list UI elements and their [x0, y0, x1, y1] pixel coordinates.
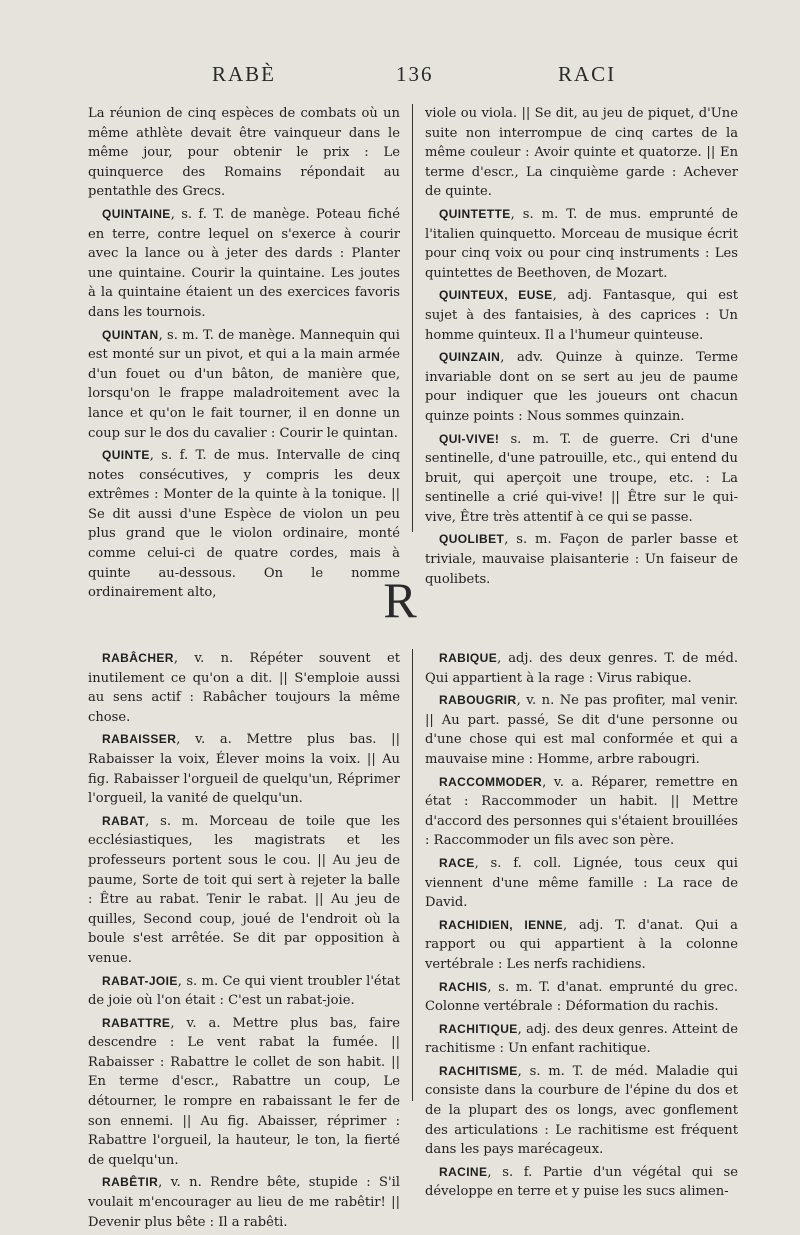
entry-definition: , s. f. coll. Lignée, tous ceux qui viennent d'une même famille : La race de David.	[425, 855, 738, 911]
entry-definition: , s. m. Morceau de toile que les ecclésiastiques, les magistrats et les professeurs portent sous le cou. || Au jeu de paume, Sorte de toit qui sert à rejeter la balle : Être au rabat. Tenir le rabat. || Au jeu de quilles, Second coup, joué de l'endroit où la boule s'est arrêtée. Se dit par opposition à venue.	[88, 813, 400, 966]
section-letter: R	[383, 572, 417, 628]
column-3	[88, 649, 400, 1235]
entry-headword: RABÊTIR	[102, 1175, 159, 1190]
dictionary-entry	[425, 691, 738, 769]
entry-definition: , s. m. Ce qui vient troubler l'état de joie où l'on était : C'est un rabat-joie.	[88, 973, 400, 1009]
dictionary-entry	[88, 326, 400, 444]
entry-definition: , s. m. T. de méd. Maladie qui consiste dans la courbure de l'épine du dos et de la plupart des os longs, avec gonflement des articulations : Le rachitisme est fréquent dans les pays marécageux.	[425, 1063, 738, 1158]
entry-headword: RACHITISME	[439, 1063, 518, 1078]
entry-definition: , v. a. Réparer, remettre en état : Raccommoder un habit. || Mettre d'accord des personnes qui s'étaient brouillées : Raccommoder un fils avec son père.	[425, 774, 738, 849]
entry-headword: RABAT-JOIE	[102, 973, 178, 988]
header-right-guideword: RACI	[558, 62, 617, 86]
entry-definition: , adj. des deux genres. T. de méd. Qui appartient à la rage : Virus rabique.	[425, 651, 738, 686]
entry-definition: , v. n. Répéter souvent et inutilement ce qu'on a dit. || S'emploie aussi au sens actif : Rabâcher toujours la même chose.	[88, 651, 400, 725]
column-divider-top	[412, 104, 413, 532]
dictionary-entry	[425, 773, 738, 851]
entry-headword: RACE	[439, 855, 475, 870]
entry-headword: QUINTE	[102, 448, 150, 463]
header-left-guideword: RABÈ	[212, 62, 277, 86]
dictionary-entry	[88, 205, 400, 323]
entry-definition: , s. m. Façon de parler basse et triviale, mauvaise plaisanterie : Un faiseur de quolibets.	[425, 532, 738, 587]
dictionary-entry	[425, 104, 738, 202]
entry-definition: , s. f. T. de manège. Poteau fiché en terre, contre lequel on s'exerce à courir avec la lance ou à jeter des dards : Planter une quintaine. Courir la quintaine. Les joutes à la quintaine étaient un des exercices favoris dans les tournois.	[88, 206, 400, 320]
entry-headword: RACHIS	[439, 979, 488, 994]
dictionary-entry	[88, 649, 400, 727]
column-1	[88, 104, 400, 606]
column-2	[425, 104, 738, 592]
dictionary-entry	[425, 916, 738, 975]
dictionary-entry	[425, 1163, 738, 1202]
dictionary-entry	[88, 730, 400, 808]
dictionary-entry	[88, 1173, 400, 1232]
entry-headword: RACINE	[439, 1164, 488, 1179]
entry-definition: , s. f. Partie d'un végétal qui se développe en terre et y puise les sucs alimen-	[425, 1164, 738, 1200]
dictionary-entry	[425, 1062, 738, 1160]
page-number: 136	[396, 62, 434, 86]
entry-headword: QUINTAINE	[102, 206, 171, 221]
dictionary-entry	[88, 972, 400, 1011]
entry-definition: , v. n. Ne pas profiter, mal venir. || Au part. passé, Se dit d'une personne ou d'une chose qui est mal conformée et qui a mauvaise mine : Homme, arbre rabougri.	[425, 693, 738, 767]
dictionary-entry	[425, 978, 738, 1017]
dictionary-entry	[88, 812, 400, 969]
entry-definition: , adv. Quinze à quinze. Terme invariable dont on se sert au jeu de paume pour indiquer que les joueurs ont chacun quinze points : Nous sommes quinzain.	[425, 350, 738, 424]
dictionary-entry	[425, 286, 738, 345]
dictionary-entry	[88, 446, 400, 603]
dictionary-entry	[425, 205, 738, 283]
dictionary-entry	[425, 530, 738, 589]
entry-headword: QUOLIBET	[439, 532, 505, 547]
column-4	[425, 649, 738, 1205]
dictionary-entry	[425, 854, 738, 913]
entry-headword: RABÂCHER	[102, 651, 174, 665]
entry-definition: La réunion de cinq espèces de combats où un même athlète devait être vainqueur dans le même jour, pour obtenir le prix : Le quinquerce des Romains répondait au pentathle des Grecs.	[88, 106, 400, 200]
dictionary-entry	[425, 1020, 738, 1059]
entry-headword: RABOUGRIR	[439, 693, 517, 708]
dictionary-entry	[425, 649, 738, 688]
entry-headword: RABATTRE	[102, 1015, 171, 1030]
entry-headword: RABAT	[102, 813, 146, 828]
entry-definition: , v. a. Mettre plus bas, faire descendre : Le vent rabat la fumée. || Rabaisser : Rabattre le collet de son habit. || En terme d'escr., Rabattre un coup, Le détourner, le rompre en rabaissant le fer de son ennemi. || Au fig. Abaisser, réprimer : Rabattre l'orgueil, la hauteur, le ton, la fierté de quelqu'un.	[88, 1015, 400, 1168]
entry-definition: , adj. des deux genres. Atteint de rachitisme : Un enfant rachitique.	[425, 1021, 738, 1057]
entry-definition: , s. m. T. d'anat. emprunté du grec. Colonne vertébrale : Déformation du rachis.	[425, 979, 738, 1015]
entry-headword: RACHIDIEN, IENNE	[439, 917, 564, 932]
dictionary-entry	[88, 1014, 400, 1171]
entry-headword: RABAISSER	[102, 732, 177, 747]
entry-headword: QUI-VIVE!	[439, 431, 500, 446]
dictionary-entry	[425, 348, 738, 426]
entry-definition: , v. n. Rendre bête, stupide : S'il voulait m'encourager au lieu de me rabêtir! || Devenir plus bête : Il a rabêti.	[88, 1175, 400, 1230]
entry-headword: RACHITIQUE	[439, 1021, 518, 1036]
entry-definition: , s. m. T. de manège. Mannequin qui est monté sur un pivot, et qui a la main armée d'un fouet ou d'un bâton, de manière que, lorsqu'on le frappe maladroitement avec la lance et qu'on le fait tourner, il en donne un coup sur le dos du cavalier : Courir le quintan.	[88, 327, 400, 441]
column-divider-bottom	[412, 649, 413, 1101]
entry-definition: , s. f. T. de mus. Intervalle de cinq notes consécutives, y compris les deux extrêmes : Monter de la quinte à la tonique. || Se dit aussi d'une Espèce de violon un peu plus grand que le violon ordinaire, monté comme celui-ci de quatre cordes, mais à quinte au-dessous. On le nomme ordinairement alto,	[88, 448, 400, 601]
entry-definition: , v. a. Mettre plus bas. || Rabaisser la voix, Élever moins la voix. || Au fig. Rabaisser l'orgueil de quelqu'un, Réprimer l'orgueil, la vanité de quelqu'un.	[88, 732, 400, 807]
entry-headword: QUINTEUX, EUSE	[439, 288, 553, 303]
entry-definition: s. m. T. de guerre. Cri d'une sentinelle, d'une patrouille, etc., qui entend du bruit, qui aperçoit une troupe, etc. : La sentinelle a crié qui-vive! || Être sur le qui-vive, Être très attentif à ce qui se passe.	[425, 431, 738, 525]
entry-headword: QUINTAN	[102, 327, 159, 342]
entry-headword: QUINTETTE	[439, 206, 511, 221]
dictionary-entry	[425, 430, 738, 528]
entry-definition: , adj. Fantasque, qui est sujet à des fantaisies, à des caprices : Un homme quinteux. Il a l'humeur quinteuse.	[425, 288, 738, 343]
running-header	[0, 62, 800, 92]
entry-definition: , s. m. T. de mus. emprunté de l'italien quinquetto. Morceau de musique écrit pour cinq voix ou pour cinq instruments : Les quintettes de Beethoven, de Mozart.	[425, 206, 738, 281]
entry-definition: , adj. T. d'anat. Qui a rapport ou qui appartient à la colonne vertébrale : Les nerfs rachidiens.	[425, 917, 738, 972]
entry-headword: RACCOMMODER	[439, 774, 543, 789]
entry-headword: QUINZAIN	[439, 350, 501, 365]
entry-headword: RABIQUE	[439, 651, 498, 665]
dictionary-entry	[88, 104, 400, 202]
entry-definition: viole ou viola. || Se dit, au jeu de piquet, d'Une suite non interrompue de cinq cartes de la même couleur : Avoir quinte et quatorze. || En terme d'escr., La cinquième garde : Achever de quinte.	[425, 106, 738, 200]
